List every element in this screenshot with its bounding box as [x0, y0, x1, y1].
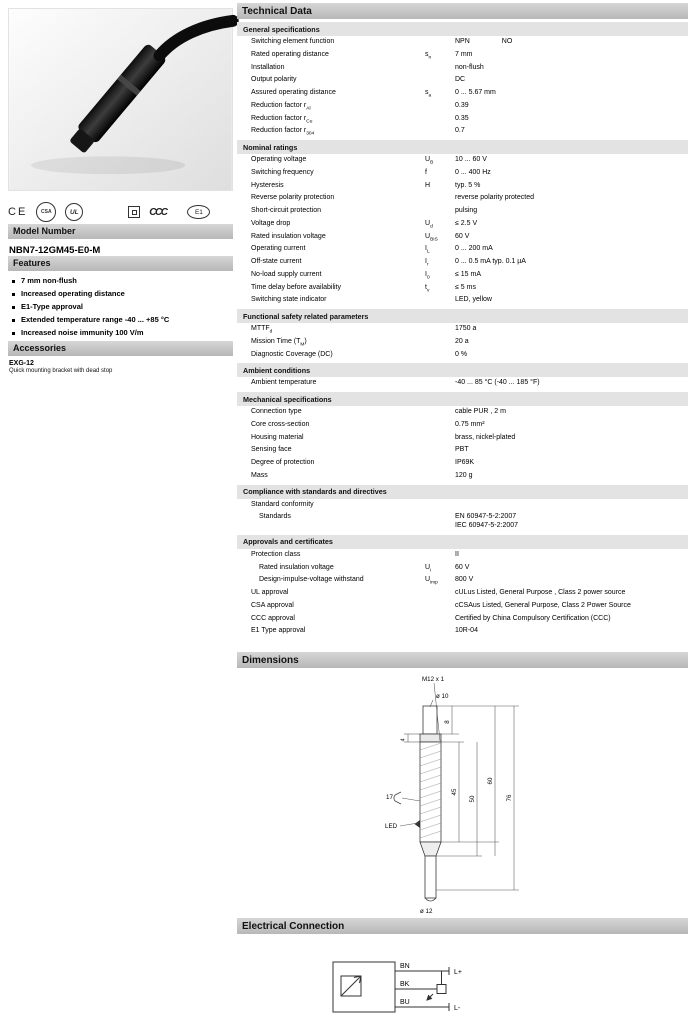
spec-label: Rated insulation voltage [251, 232, 326, 240]
spec-value: IP69K [455, 459, 475, 466]
spec-label: $MTTF_d$ [251, 325, 273, 335]
spec-row [237, 167, 688, 180]
spec-row [237, 419, 688, 432]
left-column [8, 8, 233, 374]
spec-value-secondary: NO [501, 38, 513, 45]
spec-row [237, 444, 688, 457]
wire-bn-label: BN [400, 963, 410, 970]
spec-label: Switching frequency [251, 168, 314, 176]
spec-row [237, 205, 688, 218]
spec-label: Housing material [251, 433, 304, 441]
terminal-plus-label: L+ [454, 969, 462, 976]
spec-label: Design-impulse-voltage withstand [259, 576, 364, 584]
spec-value: 0 ... 0.5 mA typ. 0.1 µA [455, 258, 526, 265]
spec-label: Protection class [251, 550, 301, 558]
electrical-figure [237, 934, 688, 1024]
spec-label: Reduction factor $r_{Cu}$ [251, 114, 313, 124]
product-photo [8, 8, 233, 191]
spec-row [237, 231, 688, 244]
protection-class-ii-icon [128, 206, 140, 218]
spec-value: 0.7 [455, 127, 465, 135]
dim-76-label: 76 [506, 794, 513, 802]
spec-label: Operating current [251, 245, 306, 253]
feature-item: Increased noise immunity 100 V/m [10, 328, 233, 338]
dim-50-label: 50 [469, 795, 476, 803]
technical-table [237, 22, 688, 638]
spec-row [237, 113, 688, 126]
spec-label: Sensing face [251, 446, 292, 454]
e1-type-approval-icon: E1 [187, 205, 210, 219]
spec-symbol: $t_v$ [425, 283, 430, 293]
wrench-size-icon [394, 792, 401, 804]
spec-label: Switching element function [251, 38, 335, 45]
certification-row [8, 200, 233, 224]
spec-symbol: $I_0$ [425, 270, 430, 281]
spec-label: Mass [251, 471, 268, 479]
right-column [237, 3, 688, 1024]
spec-label: CSA approval [251, 601, 294, 609]
section-header: General specifications [237, 22, 688, 36]
spec-label: CCC approval [251, 614, 295, 622]
feature-item: 7 mm non-flush [10, 276, 233, 286]
spec-symbol: $U_i$ [425, 563, 432, 573]
spec-row [237, 511, 688, 533]
spec-value: 0.35 [455, 114, 469, 122]
spec-label: Degree of protection [251, 459, 315, 466]
spec-symbol: $s_a$ [425, 89, 432, 99]
spec-value: brass, nickel-plated [455, 433, 516, 441]
spec-row [237, 336, 688, 349]
spec-label: Time delay before availability [251, 283, 342, 291]
spec-value: 0 ... 5.67 mm [455, 89, 496, 96]
wire-bu-label: BU [400, 999, 410, 1006]
cable-diameter-label: ø 12 [420, 908, 433, 915]
spec-row [237, 243, 688, 256]
section-header: Functional safety related parameters [237, 309, 688, 323]
spec-value: 10R-04 [455, 627, 478, 635]
spec-symbol: $I_L$ [425, 245, 430, 255]
spec-row [237, 406, 688, 419]
spec-value: 0.39 [455, 101, 469, 109]
spec-value: 0.75 mm² [455, 420, 485, 428]
spec-label: Short-circuit protection [251, 207, 322, 214]
ce-mark-icon: CE [8, 206, 28, 218]
wire-bk-label: BK [400, 981, 410, 988]
spec-value: ≤ 5 ms [455, 283, 476, 291]
spec-label: Standard conformity [251, 500, 314, 508]
spec-row [237, 549, 688, 562]
spec-value: DC [455, 76, 466, 84]
spec-label: Rated operating distance [251, 50, 329, 58]
dim-45-label: 45 [451, 788, 458, 796]
dim-4-label: 4 [400, 738, 407, 742]
thread-label: M12 x 1 [422, 676, 445, 683]
spec-row [237, 125, 688, 138]
spec-label: Core cross-section [251, 420, 310, 428]
section-header: Approvals and certificates [237, 535, 688, 549]
spec-symbol: $I_r$ [425, 258, 429, 268]
spec-row [237, 180, 688, 193]
spec-value: 800 V [455, 576, 474, 584]
spec-row [237, 600, 688, 613]
spec-value: 7 mm [455, 50, 473, 58]
spec-row [237, 613, 688, 626]
spec-label: Reduction factor $r_{Al}$ [251, 101, 311, 112]
technical-data-header: Technical Data [237, 3, 688, 19]
spec-row [237, 349, 688, 362]
spec-value: 20 a [455, 337, 469, 345]
spec-label: Ambient temperature [251, 379, 317, 387]
spec-label: Mission Time $(T_M)$ [251, 337, 307, 348]
spec-value: Certified by China Compulsory Certification (CCC) [455, 614, 611, 622]
spec-value: cCSAus Listed, General Purpose, Class 2 Power Source [455, 601, 631, 609]
ul-mark-icon: UL [65, 203, 83, 221]
spec-row [237, 87, 688, 100]
spec-value: cULus Listed, General Purpose , Class 2 power source [455, 589, 626, 596]
spec-value: 0 ... 400 Hz [455, 168, 491, 176]
dimensions-figure [237, 668, 688, 916]
dimensions-header: Dimensions [237, 652, 688, 668]
spec-label: Reduction factor $r_{304}$ [251, 127, 315, 137]
spec-value: NPN NO [455, 38, 513, 45]
spec-label: Connection type [251, 408, 302, 415]
led-label: LED [385, 823, 398, 830]
spec-row [237, 218, 688, 231]
model-number-header: Model Number [8, 224, 233, 239]
spec-label: No-load supply current [251, 270, 322, 278]
spec-row [237, 574, 688, 587]
spec-label: Operating voltage [251, 156, 307, 163]
spec-row [237, 154, 688, 167]
spec-row [237, 36, 688, 49]
spec-value: non-flush [455, 63, 484, 71]
spec-value: II [455, 550, 459, 558]
electrical-connection-header: Electrical Connection [237, 918, 688, 934]
features-list [10, 276, 233, 338]
spec-label: Rated insulation voltage [259, 563, 334, 571]
spec-row [237, 100, 688, 113]
spec-row [237, 625, 688, 638]
section-header: Mechanical specifications [237, 392, 688, 406]
tip-diameter-label: ø 10 [436, 693, 449, 700]
spec-label: Hysteresis [251, 181, 284, 189]
feature-item: E1-Type approval [10, 302, 233, 312]
spec-label: E1 Type approval [251, 627, 306, 635]
dim-8-label: 8 [444, 720, 451, 724]
spec-symbol: $U_{BIS}$ [425, 232, 438, 242]
spec-label: Diagnostic Coverage (DC) [251, 350, 333, 358]
accessory-name: EXG-12 [9, 360, 34, 367]
spec-symbol: H [425, 181, 431, 189]
spec-value: 60 V [455, 563, 470, 571]
spec-value: cable PUR , 2 m [455, 408, 506, 415]
spec-value: 0 ... 200 mA [455, 245, 493, 253]
spec-row [237, 282, 688, 295]
spec-row [237, 377, 688, 390]
spec-symbol: $s_n$ [425, 50, 432, 61]
features-header: Features [8, 256, 233, 271]
spec-row [237, 470, 688, 483]
sensor-photo-image [9, 9, 232, 190]
protection-class-inner-square [132, 210, 137, 215]
spec-row [237, 269, 688, 282]
dim-60-label: 60 [487, 777, 494, 785]
wrench-size-label: 17 [386, 794, 393, 801]
spec-label: Switching state indicator [251, 296, 327, 304]
section-header: Ambient conditions [237, 363, 688, 377]
spec-row [237, 62, 688, 75]
spec-label: UL approval [251, 589, 289, 596]
spec-value: PBT [455, 446, 469, 454]
spec-label: Standards [259, 513, 291, 521]
feature-item: Increased operating distance [10, 289, 233, 299]
led-marker [415, 820, 421, 828]
spec-value: 10 ... 60 V [455, 156, 487, 163]
spec-row [237, 432, 688, 445]
spec-row [237, 457, 688, 470]
spec-value: ≤ 2.5 V [455, 219, 478, 227]
spec-label: Installation [251, 63, 285, 71]
spec-label: Assured operating distance [251, 89, 336, 96]
section-header: Compliance with standards and directives [237, 485, 688, 499]
spec-value: pulsing [455, 207, 478, 214]
spec-row [237, 49, 688, 62]
terminal-minus-label: L- [454, 1005, 461, 1012]
spec-symbol: $U_{imp}$ [425, 576, 438, 586]
spec-symbol: f [425, 168, 427, 176]
spec-symbol: $U_B$ [425, 156, 434, 166]
spec-label: Output polarity [251, 76, 297, 84]
spec-label: Reverse polarity protection [251, 194, 335, 202]
accessory-description: Quick mounting bracket with dead stop [9, 368, 113, 374]
ccc-mark-icon: CCC [149, 206, 167, 218]
spec-row [237, 562, 688, 575]
feature-item: Extended temperature range -40 ... +85 °C [10, 315, 233, 325]
spec-value: typ. 5 % [455, 181, 481, 189]
spec-row [237, 499, 688, 512]
spec-value: 120 g [455, 471, 473, 479]
spec-value: -40 ... 85 °C (-40 ... 185 °F) [455, 379, 540, 387]
accessories-header: Accessories [8, 341, 233, 356]
spec-row [237, 256, 688, 269]
csa-mark-icon: CSA [36, 202, 56, 222]
spec-row [237, 587, 688, 600]
spec-row [237, 294, 688, 307]
spec-label: Off-state current [251, 258, 302, 265]
section-header: Nominal ratings [237, 140, 688, 154]
dimension-drawing [237, 668, 688, 916]
spec-value: 0 % [455, 350, 468, 358]
spec-symbol: $U_d$ [425, 219, 433, 230]
spec-value: EN 60947-5-2:2007 IEC 60947-5-2:2007 [455, 513, 519, 529]
model-number: NBN7-12GM45-E0-M [9, 245, 101, 256]
spec-value: 60 V [455, 232, 470, 240]
spec-value: reverse polarity protected [455, 194, 534, 202]
spec-value: ≤ 15 mA [455, 270, 482, 278]
spec-row [237, 323, 688, 336]
spec-value: LED, yellow [455, 296, 492, 304]
spec-row [237, 192, 688, 205]
electrical-connection-diagram [237, 934, 688, 1022]
spec-label: Voltage drop [251, 219, 291, 227]
spec-row [237, 74, 688, 87]
spec-value: 1750 a [455, 325, 477, 332]
